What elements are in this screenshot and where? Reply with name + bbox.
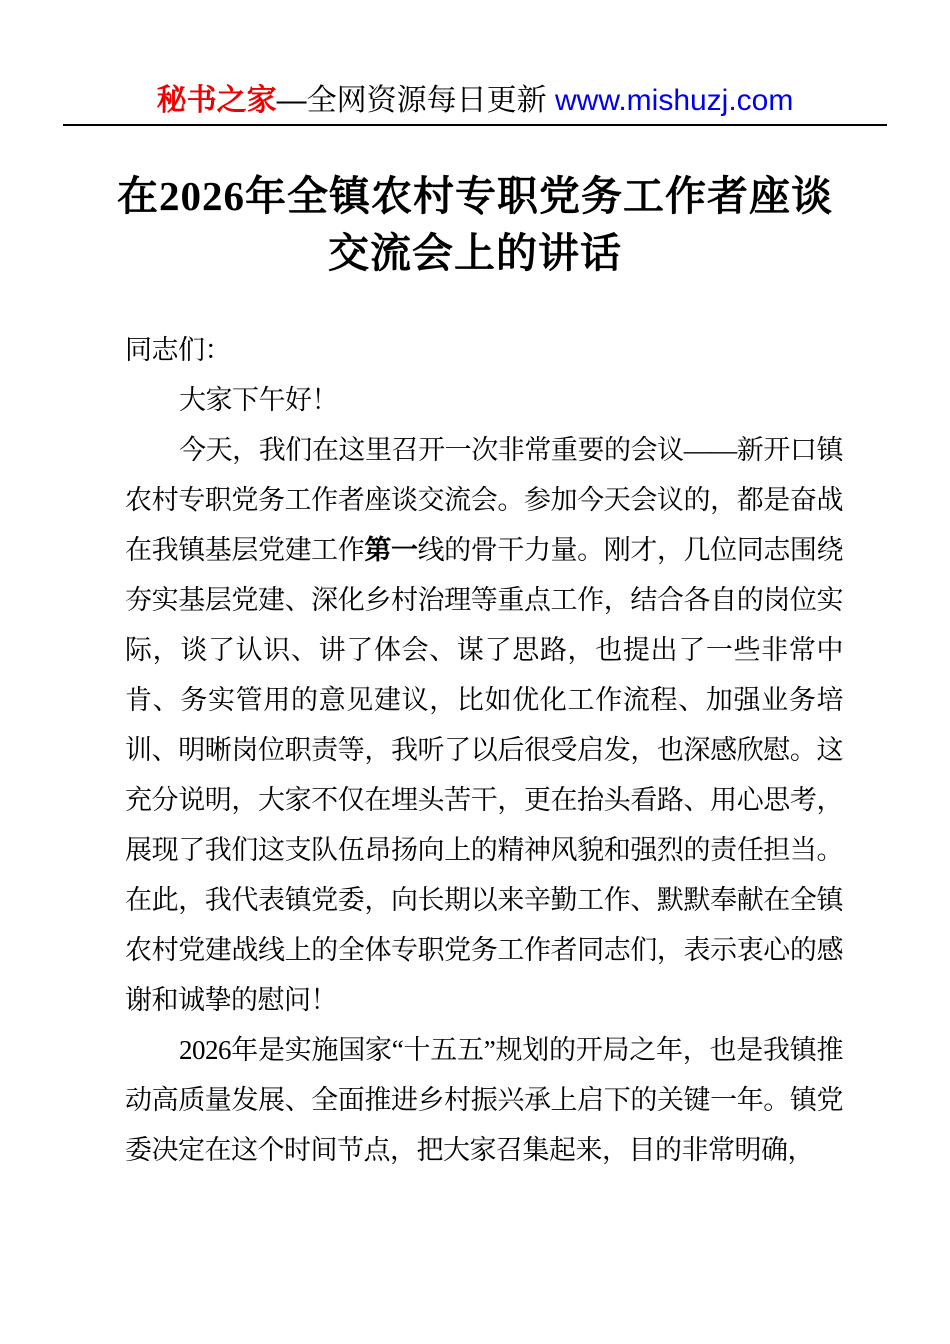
document-body: [125, 325, 843, 1175]
tagline-text: —全网资源每日更新: [276, 84, 555, 117]
brand-text: 秘书之家: [156, 84, 277, 117]
text-run: 同志们：: [125, 335, 231, 365]
title-line-1: 在2026年全镇农村专职党务工作者座谈: [117, 173, 833, 219]
title-line-2: 交流会上的讲话: [328, 230, 622, 276]
paragraph: [125, 1025, 843, 1175]
site-url-link[interactable]: www.mishuzj.com: [554, 84, 794, 117]
paragraph: [125, 375, 843, 425]
text-run: 2026年是实施国家“十五五”规划的开局之年，也是我镇推动高质量发展、全面推进乡村振兴承上启下的关键一年。镇党委决定在这个时间节点，把大家召集起来，目的非常明确，: [125, 1035, 843, 1165]
text-run: 线的骨干力量。刚才，几位同志围绕夯实基层党建、深化乡村治理等重点工作，结合各自的岗位实际，谈了认识、讲了体会、谋了思路，也提出了一些非常中肯、务实管用的意见建议，比如优化工作流程、加强业务培训、明晰岗位职责等，我听了以后很受启发，也深感欣慰。这充分说明，大家不仅在埋头苦干，更在抬头看路、用心思考，展现了我们这支队伍昂扬向上的精神风貌和强烈的责任担当。在此，我代表镇党委，向长期以来辛勤工作、默默奉献在全镇农村党建战线上的全体专职党务工作者同志们，表示衷心的感谢和诚挚的慰问！: [125, 535, 844, 1015]
page-header: [63, 84, 887, 126]
text-run: 今天，我们在这里召开一次非常重要的会议——新开口镇农村专职党务工作者座谈交流会。参加今天会议的，都是奋战在我镇基层党建工作: [125, 435, 843, 565]
text-run: 大家下午好！: [179, 385, 338, 415]
paragraph: [125, 325, 843, 375]
document-title: [0, 168, 950, 282]
paragraph: [125, 425, 843, 1025]
bold-text-run: 第一: [364, 535, 418, 565]
